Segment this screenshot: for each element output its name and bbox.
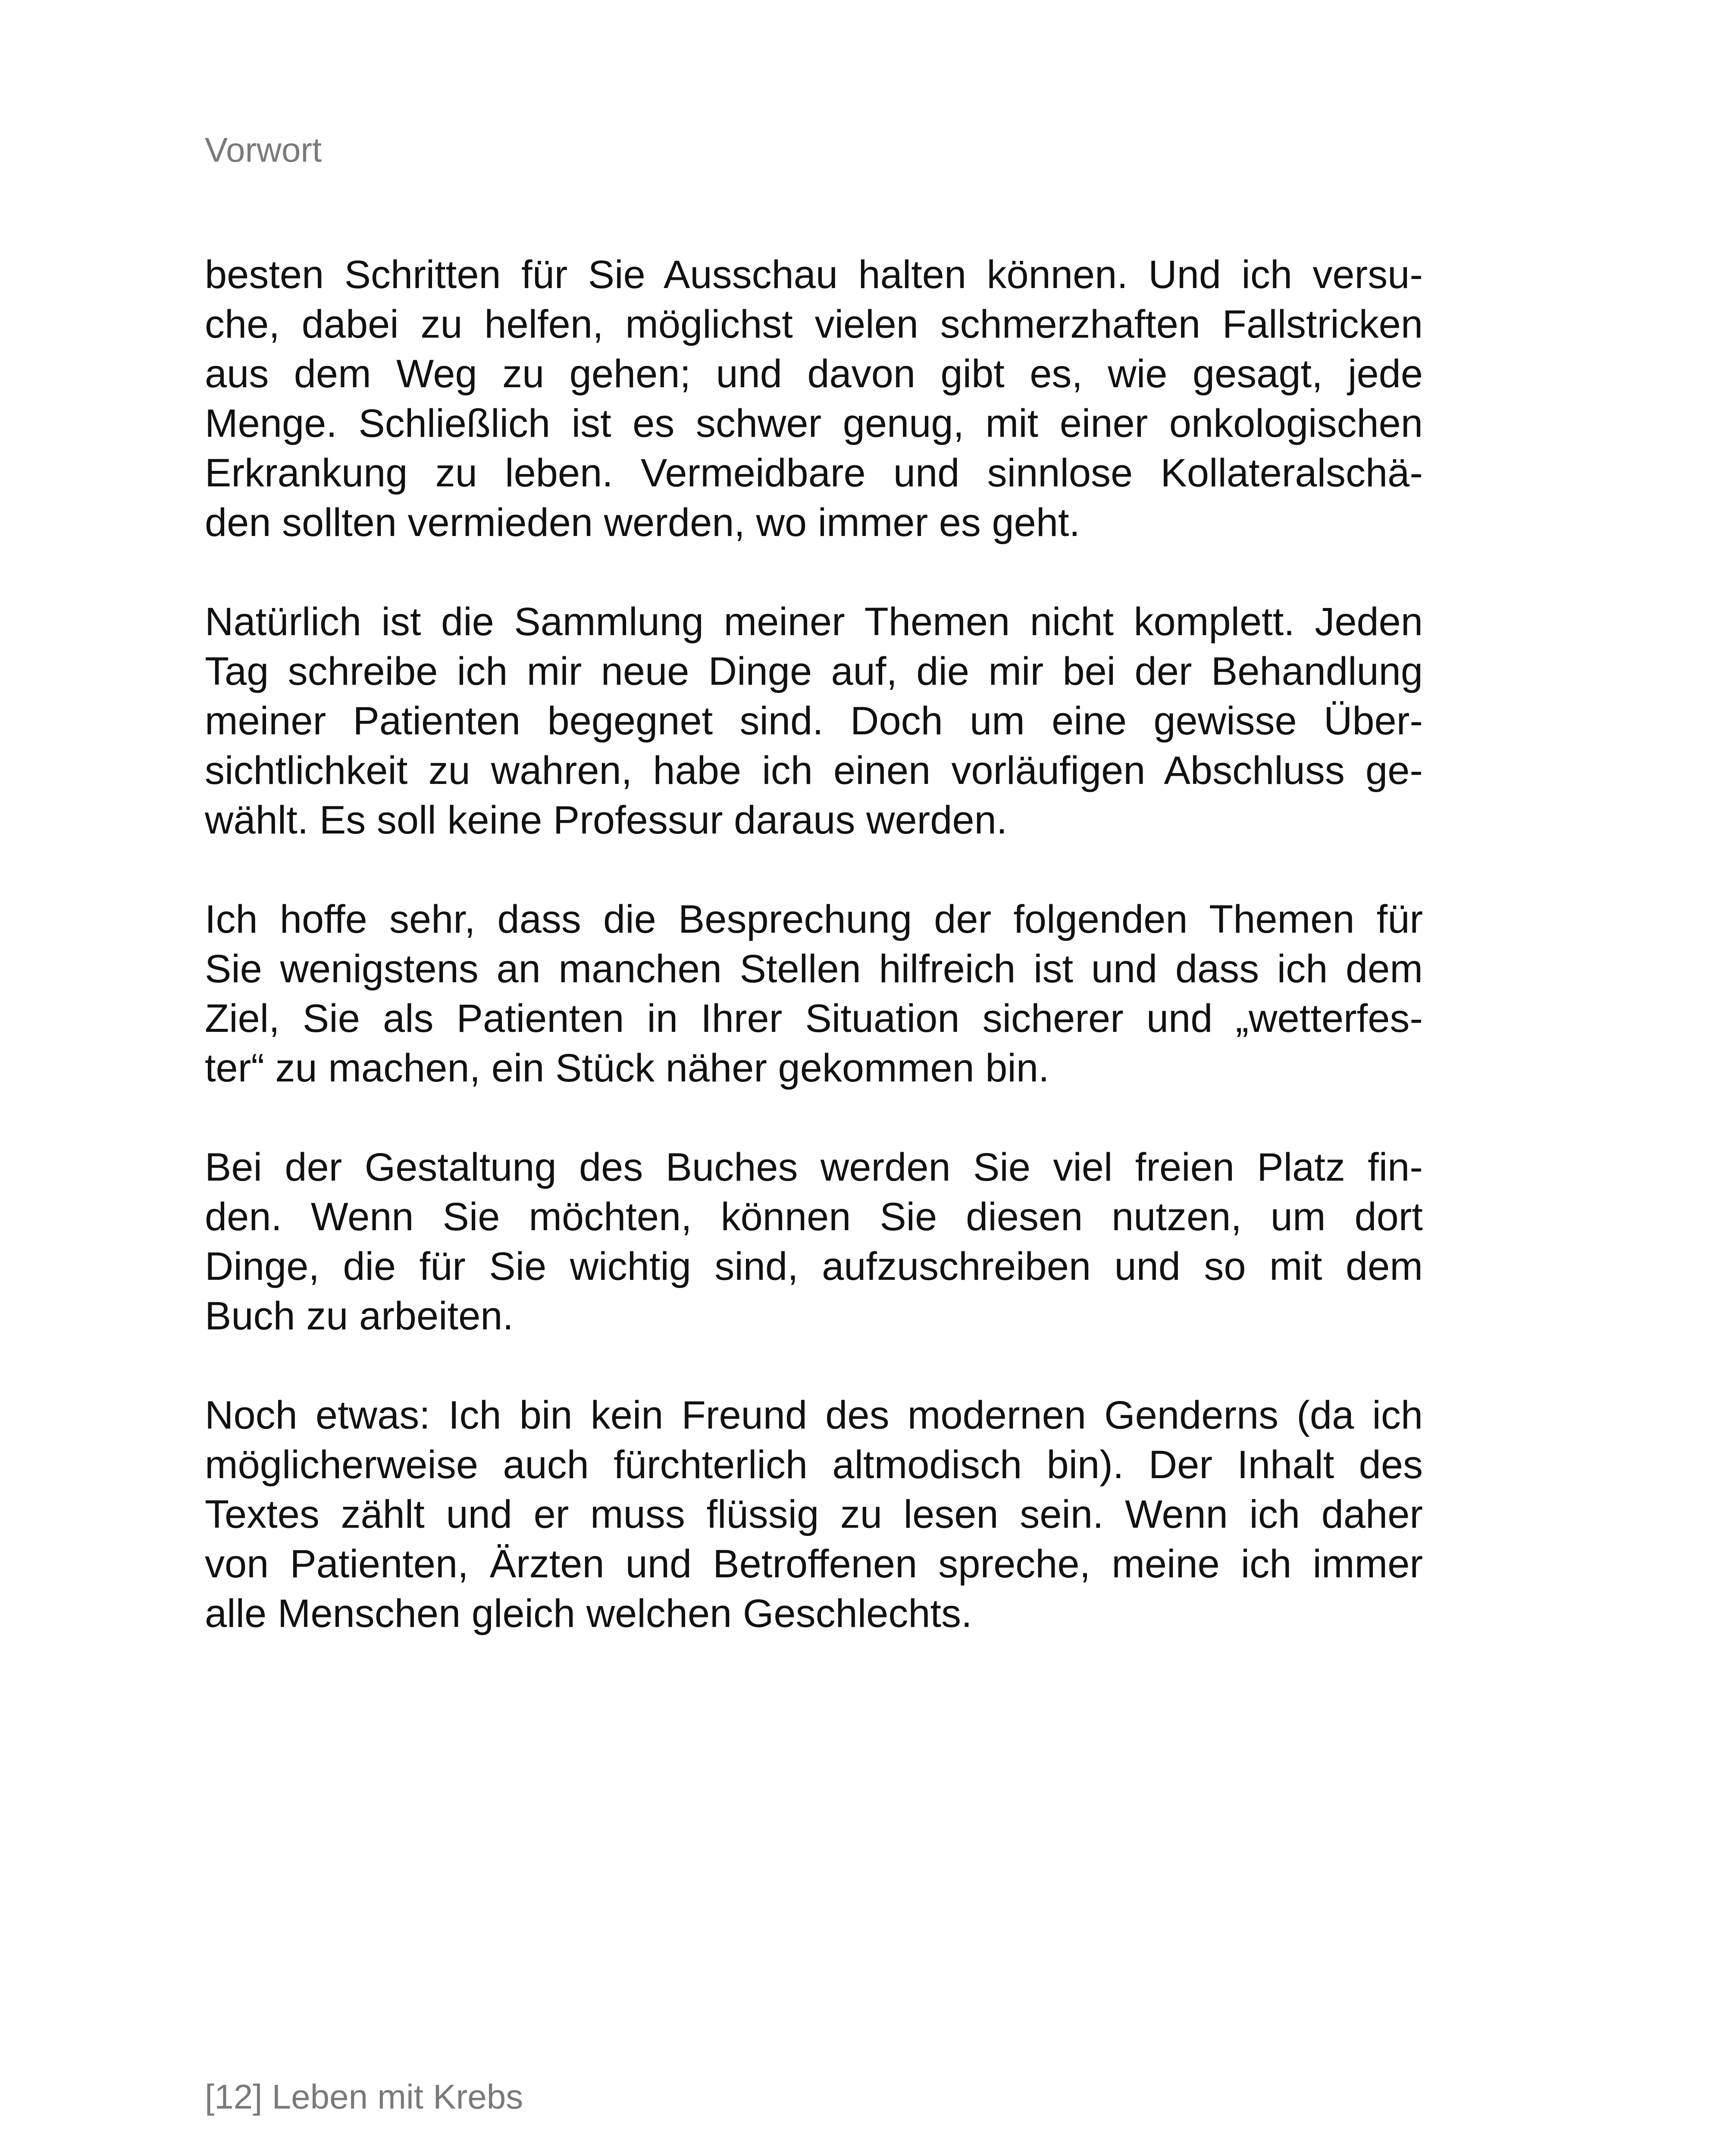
text-line: Textes zählt und er muss flüssig zu lesen sein. Wenn ich daher xyxy=(205,1492,1423,1536)
text-line: Natürlich ist die Sammlung meiner Themen nicht komplett. Jeden xyxy=(205,600,1423,644)
paragraph xyxy=(205,597,1423,845)
text-line: alle Menschen gleich welchen Geschlechts. xyxy=(205,1592,972,1636)
text-line: möglicherweise auch fürchterlich altmodisch bin). Der Inhalt des xyxy=(205,1443,1423,1487)
paragraph xyxy=(205,1143,1423,1341)
paragraph xyxy=(205,895,1423,1093)
page-footer: [12] Leben mit Krebs xyxy=(205,2078,523,2116)
paragraph xyxy=(205,1391,1423,1639)
text-line: che, dabei zu helfen, möglichst vielen schmerzhaften Fallstricken xyxy=(205,302,1423,346)
text-line: Noch etwas: Ich bin kein Freund des modernen Genderns (da ich xyxy=(205,1393,1423,1437)
text-line: Ziel, Sie als Patienten in Ihrer Situation sicherer und „wetterfes- xyxy=(205,997,1423,1040)
running-header: Vorwort xyxy=(205,131,322,169)
text-line: Dinge, die für Sie wichtig sind, aufzuschreiben und so mit dem xyxy=(205,1244,1423,1288)
text-line: Tag schreibe ich mir neue Dinge auf, die mir bei der Behandlung xyxy=(205,649,1423,693)
text-line: Buch zu arbeiten. xyxy=(205,1294,514,1338)
text-line: meiner Patienten begegnet sind. Doch um eine gewisse Über- xyxy=(205,699,1423,743)
text-line: Ich hoffe sehr, dass die Besprechung der folgenden Themen für xyxy=(205,897,1423,941)
text-line: ter“ zu machen, ein Stück näher gekommen bin. xyxy=(205,1046,1049,1090)
body-text xyxy=(205,250,1423,1688)
text-line: Bei der Gestaltung des Buches werden Sie viel freien Platz fin- xyxy=(205,1145,1423,1189)
text-line: Sie wenigstens an manchen Stellen hilfreich ist und dass ich dem xyxy=(205,947,1423,991)
text-line: von Patienten, Ärzten und Betroffenen spreche, meine ich immer xyxy=(205,1542,1423,1586)
text-line: besten Schritten für Sie Ausschau halten können. Und ich versu- xyxy=(205,253,1423,297)
paragraph xyxy=(205,250,1423,548)
text-line: sichtlichkeit zu wahren, habe ich einen vorläufigen Abschluss ge- xyxy=(205,749,1423,793)
text-line: den sollten vermieden werden, wo immer es geht. xyxy=(205,501,1081,545)
text-line: den. Wenn Sie möchten, können Sie diesen nutzen, um dort xyxy=(205,1195,1423,1239)
text-line: wählt. Es soll keine Professur daraus werden. xyxy=(205,798,1008,842)
text-line: aus dem Weg zu gehen; und davon gibt es, wie gesagt, jede xyxy=(205,352,1423,396)
text-line: Menge. Schließlich ist es schwer genug, mit einer onkologischen xyxy=(205,401,1423,445)
text-line: Erkrankung zu leben. Vermeidbare und sinnlose Kollateralschä- xyxy=(205,451,1423,495)
